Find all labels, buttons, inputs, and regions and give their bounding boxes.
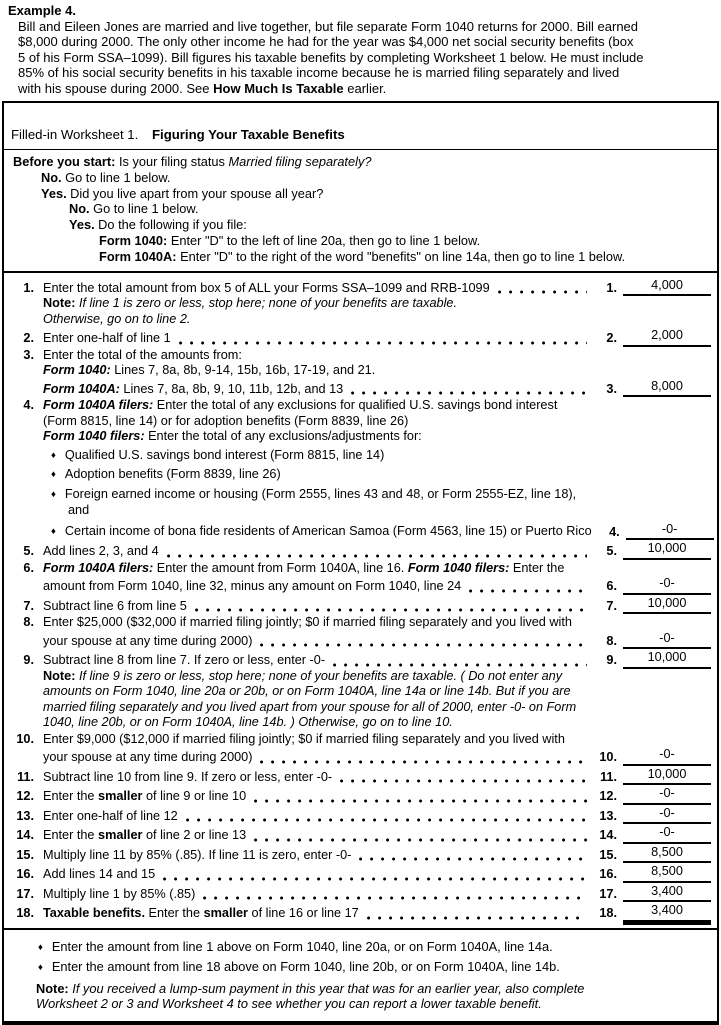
dot-leader (203, 888, 587, 900)
worksheet-line (10, 615, 711, 649)
line-number: 14. (16, 828, 34, 843)
text-segment: If line 1 is zero or less, stop here; none of your benefits are taxable. (75, 296, 457, 311)
worksheet-row (10, 596, 711, 615)
text-segment: Note: (43, 668, 76, 683)
example-heading: Example 4. (8, 3, 76, 18)
worksheet-row (10, 503, 711, 519)
text-segment: Before you start: (13, 154, 116, 169)
text-segment: Multiply line 1 by 85% (.85) (43, 886, 196, 901)
text-segment: Form 1040A: (99, 248, 177, 264)
line-number-right: 5. (606, 544, 617, 559)
line-number: 7. (23, 598, 34, 613)
text-segment: Form 1040: (99, 232, 168, 248)
line-number: 8. (23, 615, 34, 630)
dot-leader (186, 810, 587, 822)
worksheet-row (10, 669, 711, 685)
text-segment: Form 1040A: (43, 381, 120, 396)
text-segment: How Much Is Taxable (213, 80, 344, 96)
text-segment: Enter "D" to the right of the word "benefits" on line 14a, then go to line 1 below. (176, 248, 626, 264)
diamond-bullet-icon: ♦ (51, 449, 56, 461)
instruction-row (11, 186, 710, 202)
text-segment: Foreign earned income or housing (Form 2555, lines 43 and 48, or Form 2555-EZ, line 18), (64, 486, 577, 501)
dot-leader (260, 752, 587, 764)
footer-instruction-text: Enter the amount from line 1 above on Form 1040, line 20a, or on Form 1040A, line 14a. (51, 938, 553, 954)
text-segment: Note: (36, 980, 69, 996)
text-segment: Subtract line 6 from line 5 (43, 598, 187, 613)
line-text (43, 448, 384, 465)
line-number: 9. (23, 653, 34, 668)
text-segment: Enter "D" to the left of line 20a, then go to line 1 below. (167, 232, 481, 248)
worksheet-row (10, 414, 711, 430)
text-segment: Enter the (43, 828, 99, 843)
text-segment: Go to line 1 below. (61, 169, 171, 185)
text-segment: Worksheet 2 or 3 and Worksheet 4 to see whether you can report a lower taxable benefit. (36, 996, 542, 1012)
text-segment: amount from Form 1040, line 32, minus any amount on Form 1040, line 24 (43, 579, 462, 594)
dot-leader (359, 849, 587, 861)
text-segment: Do the following if you file: (94, 217, 247, 233)
text-segment: $8,000 during 2000. The only other income he had for the year was $4,000 net social security benefits (box (18, 34, 634, 49)
worksheet-row (10, 845, 711, 864)
worksheet-line (10, 903, 711, 922)
line-text (43, 561, 564, 577)
line-text (43, 579, 461, 595)
worksheet-line (10, 732, 711, 766)
example-line (8, 65, 713, 81)
line-number-right: 8. (606, 633, 617, 648)
worksheet-row (10, 448, 711, 465)
worksheet-row (10, 684, 711, 700)
dot-leader (469, 581, 587, 593)
line-text (43, 634, 252, 650)
dot-leader (254, 791, 587, 803)
text-segment: Qualified U.S. savings bond interest (Form 8815, line 14) (64, 447, 385, 462)
line-text (43, 809, 178, 825)
line-text (43, 296, 457, 312)
diamond-bullet-icon: ♦ (51, 469, 56, 481)
line-number: 6. (23, 560, 34, 575)
line-text (43, 599, 187, 615)
text-segment: Lines 7, 8a, 8b, 9, 10, 11b, 12b, and 13 (119, 381, 344, 396)
text-segment: with his spouse during 2000. See (18, 80, 214, 96)
example-line (8, 34, 713, 50)
worksheet-row (10, 700, 711, 716)
worksheet-row (10, 864, 711, 883)
line-text (43, 848, 351, 864)
line-number-right: 14. (599, 828, 617, 843)
worksheet-row (10, 786, 711, 805)
worksheet-line (10, 864, 711, 883)
worksheet-row (10, 767, 711, 786)
text-segment: amounts on Form 1040, line 20a or 20b, or on Form 1040A, line 14a or line 14b. But if you are (43, 684, 571, 699)
text-segment: Enter $9,000 ($12,000 if married filing jointly; $0 if married filing separately and you lived with (43, 731, 565, 746)
line-text (43, 700, 576, 716)
line-number: 4. (23, 398, 34, 413)
line-number-right: 17. (599, 886, 617, 901)
line-text (43, 524, 592, 541)
worksheet-line (10, 348, 711, 398)
text-segment: 5 of his Form SSA–1099). Bill figures his taxable benefits by completing Worksheet 1 below. He must include (18, 49, 644, 65)
footer-instruction (12, 959, 709, 977)
worksheet-row (10, 650, 711, 669)
example-section (0, 0, 721, 96)
line-text (43, 715, 453, 731)
text-segment: earlier. (343, 80, 387, 96)
dot-leader (367, 908, 587, 920)
footer-note (12, 996, 709, 1012)
line-text (43, 867, 155, 883)
dot-leader (163, 869, 587, 881)
text-segment: Add lines 14 and 15 (43, 867, 156, 882)
worksheet-row (10, 715, 711, 731)
example-line (8, 19, 713, 35)
line-amount: -0- (623, 576, 711, 595)
line-text (43, 312, 190, 328)
line-number: 11. (17, 769, 34, 784)
line-text (43, 828, 246, 844)
text-segment: If you received a lump-sum payment in this year that was for an earlier year, also complete (68, 980, 585, 996)
text-segment: Taxable benefits. (43, 906, 146, 921)
text-segment: 1040, line 20b, or on Form 1040A, line 14b. ) Otherwise, go on to line 10. (43, 715, 453, 730)
text-segment: Enter the total of any exclusions for qualified U.S. savings bond interest (153, 398, 558, 413)
line-text (43, 544, 159, 560)
worksheet-title-prefix: Filled-in Worksheet 1. (11, 127, 139, 142)
dot-leader (351, 383, 587, 395)
worksheet-line (10, 596, 711, 615)
text-segment: Enter the total of the amounts from: (43, 347, 242, 362)
line-amount: -0- (623, 631, 711, 650)
line-text (43, 770, 332, 786)
worksheet-line (10, 398, 711, 540)
dot-leader (333, 655, 587, 667)
text-segment: Go to line 1 below. (89, 201, 199, 217)
text-segment: smaller (98, 789, 143, 804)
text-segment: 85% of his social security benefits in his taxable income because he is married filing separately and lived (18, 65, 620, 80)
text-segment: If line 9 is zero or less, stop here; none of your benefits are taxable. ( Do not enter any (75, 668, 563, 683)
line-amount: 8,000 (623, 379, 711, 398)
diamond-bullet-icon: ♦ (51, 488, 56, 500)
dot-leader (498, 282, 587, 294)
worksheet-row (10, 379, 711, 398)
text-segment: Note: (43, 296, 76, 311)
text-segment: Bill and Eileen Jones are married and live together, but file separate Form 1040 returns for 2000. Bill earned (18, 18, 639, 34)
text-segment: of line 9 or line 10 (142, 789, 247, 804)
worksheet-line (10, 541, 711, 560)
text-segment: (Form 8815, line 14) or for adoption benefits (Form 8839, line 26) (43, 413, 409, 428)
line-text (43, 414, 408, 430)
line-amount: 8,500 (623, 845, 711, 864)
line-amount: -0- (623, 806, 711, 825)
dot-leader (179, 333, 587, 345)
worksheet-row (10, 467, 711, 484)
line-text (43, 732, 565, 748)
line-text (43, 429, 422, 445)
worksheet-footer-section (4, 928, 717, 1021)
line-text (43, 398, 557, 414)
text-segment: your spouse at any time during 2000) (43, 633, 253, 648)
text-segment: Yes. (69, 217, 95, 233)
text-segment: Enter one-half of line 1 (43, 331, 171, 346)
text-segment: Enter the total of any exclusions/adjustments for: (144, 429, 422, 444)
worksheet-row (10, 348, 711, 364)
worksheet-line (10, 786, 711, 805)
text-segment: No. (69, 201, 90, 217)
line-number-right: 4. (609, 524, 620, 539)
line-amount: 2,000 (623, 328, 711, 347)
line-number-right: 7. (606, 598, 617, 613)
worksheet-line (10, 328, 711, 347)
worksheet-title: Figuring Your Taxable Benefits (151, 127, 345, 142)
line-number: 10. (16, 731, 34, 746)
line-number-right: 15. (599, 847, 617, 862)
text-segment: Enter the (509, 560, 565, 575)
worksheet-row (10, 903, 711, 922)
worksheet-line (10, 884, 711, 903)
text-segment: smaller (203, 906, 248, 921)
worksheet-row (10, 561, 711, 577)
line-text (43, 503, 89, 519)
line-text (43, 887, 195, 903)
line-amount: -0- (623, 825, 711, 844)
dot-leader (260, 635, 587, 647)
line-number-right: 2. (606, 331, 617, 346)
worksheet-row (10, 487, 711, 504)
text-segment: and (68, 503, 90, 518)
line-amount: 3,400 (623, 884, 711, 903)
line-number-right: 6. (606, 579, 617, 594)
line-number: 13. (16, 808, 34, 823)
text-segment: Form 1040 filers: (407, 560, 510, 575)
footer-instruction (12, 939, 709, 957)
line-amount: -0- (623, 747, 711, 766)
worksheet-row (10, 615, 711, 631)
worksheet-row (10, 296, 711, 312)
line-amount: 10,000 (623, 541, 711, 560)
worksheet-row (10, 328, 711, 347)
line-number-right: 18. (599, 906, 617, 921)
text-segment: Did you live apart from your spouse all year? (66, 185, 324, 201)
line-text (43, 750, 252, 766)
line-text (43, 487, 576, 504)
line-text (43, 281, 490, 297)
instruction-row (11, 170, 710, 186)
diamond-bullet-icon: ♦ (38, 941, 43, 953)
line-amount: -0- (626, 522, 714, 541)
text-segment: Subtract line 10 from line 9. If zero or less, enter -0- (43, 769, 333, 784)
worksheet-line (10, 650, 711, 731)
worksheet-row (10, 429, 711, 445)
text-segment: Enter the (145, 906, 204, 921)
worksheet-line (10, 845, 711, 864)
text-segment: Form 1040 filers: (43, 429, 145, 444)
line-number-right: 10. (599, 750, 617, 765)
line-number: 17. (16, 886, 34, 901)
text-segment: your spouse at any time during 2000) (43, 750, 253, 765)
line-number: 1. (23, 280, 34, 295)
line-text (43, 615, 572, 631)
line-number-right: 16. (599, 867, 617, 882)
example-line (8, 81, 713, 97)
worksheet-row (10, 825, 711, 844)
line-text (43, 906, 359, 922)
worksheet-row (10, 884, 711, 903)
worksheet-row (10, 363, 711, 379)
instruction-row (11, 249, 710, 265)
text-segment: of line 16 or line 17 (248, 906, 359, 921)
worksheet-line (10, 767, 711, 786)
worksheet-row (10, 312, 711, 328)
worksheet-box (2, 101, 719, 1025)
line-text (43, 331, 171, 347)
text-segment: of line 2 or line 13 (142, 828, 247, 843)
diamond-bullet-icon: ♦ (38, 962, 43, 974)
text-segment: Form 1040A filers: (43, 560, 154, 575)
text-segment: No. (41, 169, 62, 185)
line-number: 3. (23, 347, 34, 362)
text-segment: smaller (98, 828, 143, 843)
footer-instruction-text: Enter the amount from line 18 above on Form 1040, line 20b, or on Form 1040A, line 14b. (51, 959, 560, 975)
line-amount: 8,500 (623, 864, 711, 883)
line-number: 5. (23, 544, 34, 559)
line-amount: 10,000 (623, 767, 711, 786)
dot-leader (340, 771, 587, 783)
text-segment: Enter $25,000 ($32,000 if married filing jointly; $0 if married filing separately and you lived with (43, 615, 572, 630)
worksheet-row (10, 522, 711, 541)
text-segment: Certain income of bona fide residents of American Samoa (Form 4563, line 15) or Puerto Rico (64, 523, 592, 538)
line-number-right: 12. (599, 789, 617, 804)
line-text (43, 467, 281, 484)
text-segment: Form 1040: (43, 363, 111, 378)
footer-note (12, 981, 709, 997)
worksheet-line (10, 278, 711, 328)
line-text (43, 684, 571, 700)
dot-leader (195, 600, 587, 612)
text-segment: Enter one-half of line 12 (43, 808, 178, 823)
worksheet-row (10, 732, 711, 748)
text-segment: Lines 7, 8a, 8b, 9-14, 15b, 16b, 17-19, and 21. (110, 363, 376, 378)
line-text (43, 382, 343, 398)
line-amount: -0- (623, 786, 711, 805)
dot-leader (254, 830, 587, 842)
line-amount: 3,400 (623, 903, 711, 922)
before-you-start-section (4, 150, 717, 273)
line-amount: 10,000 (623, 596, 711, 615)
line-number: 2. (23, 331, 34, 346)
text-segment: Enter the total amount from box 5 of ALL your Forms SSA–1099 and RRB-1099 (43, 280, 490, 295)
example-line (8, 50, 713, 66)
worksheet-row (10, 398, 711, 414)
line-text (43, 653, 325, 669)
worksheet-line (10, 825, 711, 844)
worksheet-header (4, 103, 717, 150)
line-amount: 10,000 (623, 650, 711, 669)
text-segment: Add lines 2, 3, and 4 (43, 544, 159, 559)
worksheet-row (10, 278, 711, 297)
text-segment: Otherwise, go on to line 2. (43, 311, 191, 326)
text-segment: Multiply line 11 by 85% (.85). If line 11 is zero, enter -0- (43, 847, 352, 862)
example-paragraph (8, 19, 713, 97)
text-segment: Form 1040A filers: (43, 398, 154, 413)
line-number-right: 13. (599, 808, 617, 823)
text-segment: Subtract line 8 from line 7. If zero or less, enter -0- (43, 653, 326, 668)
text-segment: Enter the (43, 789, 99, 804)
diamond-bullet-icon: ♦ (51, 525, 56, 537)
line-number: 15. (16, 847, 34, 862)
worksheet-row (10, 747, 711, 766)
line-number-right: 9. (606, 653, 617, 668)
line-amount: 4,000 (623, 278, 711, 297)
worksheet-line (10, 806, 711, 825)
text-segment: Enter the amount from Form 1040A, line 16. (153, 560, 408, 575)
worksheet-row (10, 806, 711, 825)
worksheet-line (10, 561, 711, 595)
instruction-row (11, 201, 710, 217)
line-number: 16. (16, 867, 34, 882)
line-text (43, 669, 562, 685)
dot-leader (167, 546, 587, 558)
line-number-right: 1. (606, 280, 617, 295)
text-segment: married filing separately and you lived apart from your spouse for all of 2000, enter -0- on Form (43, 699, 577, 714)
line-text (43, 789, 246, 805)
line-number: 12. (16, 789, 34, 804)
line-text (43, 363, 375, 379)
line-text (43, 348, 242, 364)
line-number-right: 11. (600, 769, 617, 784)
text-segment: Is your filing status (115, 154, 229, 169)
worksheet-row (10, 576, 711, 595)
text-segment: Married filing separately? (228, 154, 372, 169)
worksheet-row (10, 631, 711, 650)
text-segment: Adoption benefits (Form 8839, line 26) (64, 467, 281, 482)
text-segment: Yes. (41, 185, 67, 201)
line-number-right: 3. (606, 381, 617, 396)
instruction-row (11, 233, 710, 249)
worksheet-lines-section (4, 273, 717, 928)
worksheet-row (10, 541, 711, 560)
instruction-row (11, 154, 710, 170)
line-number: 18. (16, 906, 34, 921)
instruction-row (11, 217, 710, 233)
